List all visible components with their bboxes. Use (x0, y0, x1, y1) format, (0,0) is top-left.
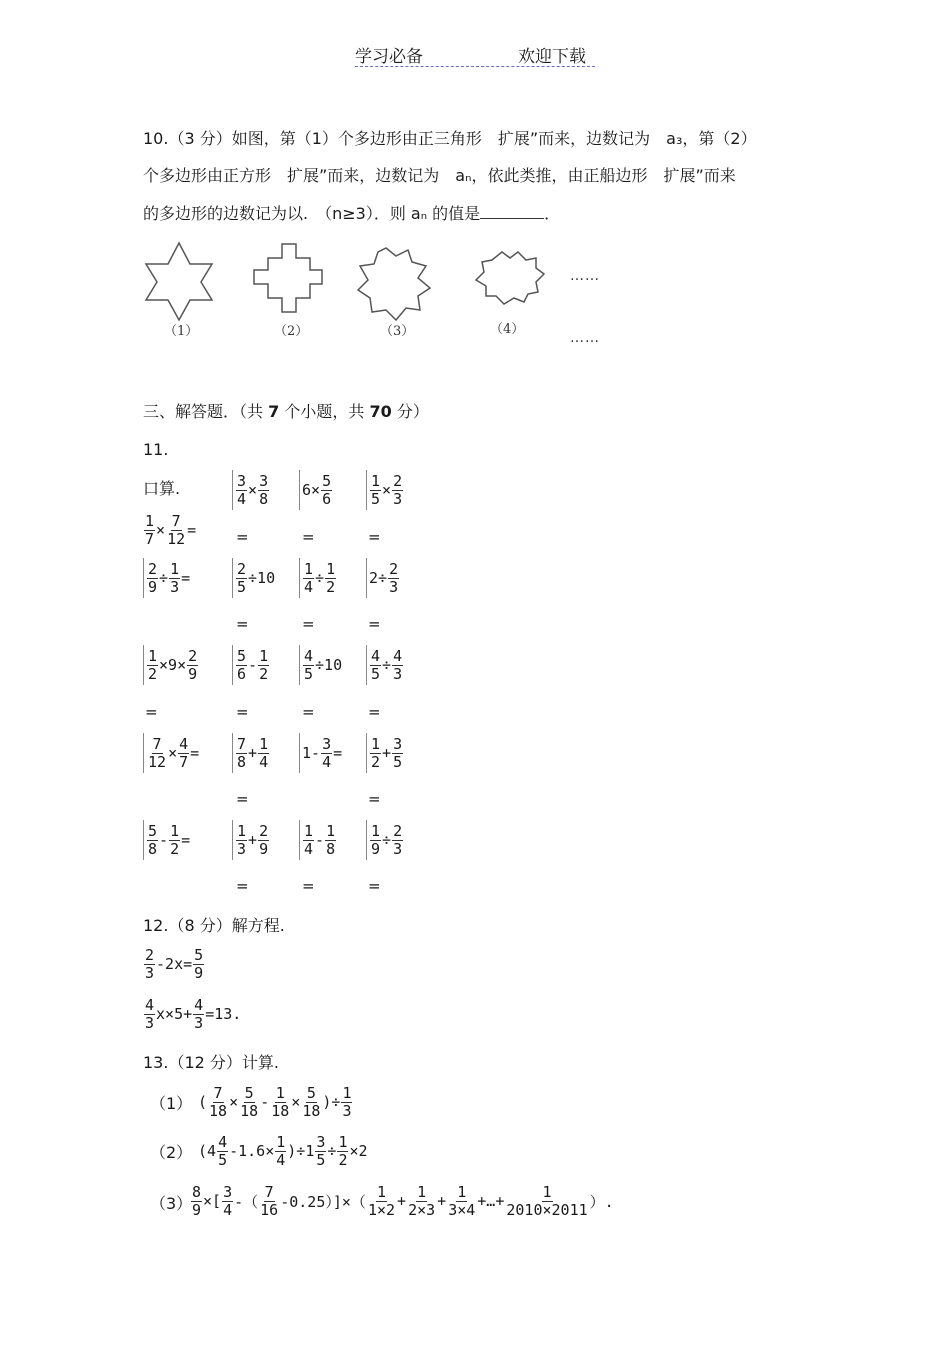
figure-caption-4: （4） (490, 322, 525, 337)
q13-part1-expr: ( $\frac{7}{18}$ × $\frac{5}{18}$ - $\frac{1}{18}$ × $\frac{5}{18}$ )÷ $\frac{1}{3}$ (198, 1083, 352, 1120)
figure-caption-2: （2） (274, 324, 309, 339)
equals: = (236, 790, 249, 808)
expr-r4c4: $\frac{1}{2}$ + $\frac{3}{5}$ (366, 731, 404, 775)
equals: = (236, 877, 249, 895)
ellipsis-1: …… (570, 268, 600, 284)
pentagon-expansion-figure (358, 248, 430, 320)
equals: = (236, 615, 249, 633)
q10-line3 (143, 201, 560, 224)
page-header (355, 42, 595, 67)
q10-line3-end: ． (544, 204, 561, 223)
q13-part1-label: （1） (150, 1094, 193, 1113)
expr-r4c1: $\frac{7}{12}$ × $\frac{4}{7}$ = (143, 731, 199, 775)
expr-r1c3: 6× $\frac{5}{6}$ (299, 468, 333, 512)
expr-r5c3: $\frac{1}{4}$ - $\frac{1}{8}$ (299, 818, 337, 862)
equals: = (368, 703, 381, 721)
expr-r2c3: $\frac{1}{4}$ ÷ $\frac{1}{2}$ (299, 556, 337, 600)
expr-r2c2: $\frac{2}{5}$ ÷10 (232, 556, 275, 600)
expr-r2c4: 2÷ $\frac{2}{3}$ (366, 556, 400, 600)
expr-r3c4: $\frac{4}{5}$ ÷ $\frac{4}{3}$ (366, 643, 404, 687)
q13-part2-expr: (4 $\frac{4}{5}$ -1.6× $\frac{1}{4}$ )÷1 $\frac{3}{5}$ ÷ $\frac{1}{2}$ ×2 (198, 1132, 368, 1169)
cross-figure (254, 244, 322, 312)
q12-title: 12.（8 分）解方程. (143, 916, 285, 935)
q12-equation-1: $\frac{2}{3}$ -2x= $\frac{5}{9}$ (145, 945, 204, 982)
equals: = (302, 615, 315, 633)
equals: = (236, 528, 249, 546)
equals: = (368, 877, 381, 895)
q10-line1: 10.（3 分）如图，第（1）个多边形由正三角形 扩展”而来，边数记为 a₃，第（2） (143, 129, 757, 148)
expr-r2c1: $\frac{2}{9}$ ÷ $\frac{1}{3}$ = (143, 556, 190, 600)
expr-r4c2: $\frac{7}{8}$ + $\frac{1}{4}$ (232, 731, 270, 775)
expr-r3c2: $\frac{5}{6}$ - $\frac{1}{2}$ (232, 643, 270, 687)
expr-r1c4: $\frac{1}{5}$ × $\frac{2}{3}$ (366, 468, 404, 512)
q12-equation-2: $\frac{4}{3}$ x×5+ $\frac{4}{3}$ =13. (145, 995, 242, 1032)
expr-r3c1: $\frac{1}{2}$ ×9× $\frac{2}{9}$ (143, 643, 199, 687)
hexagram-figure (146, 243, 212, 320)
q13-part3-label: （3） (150, 1194, 193, 1213)
expr-r5c4: $\frac{1}{9}$ ÷ $\frac{2}{3}$ (366, 818, 404, 862)
hexagon-expansion-figure (476, 252, 544, 304)
figure-caption-3: （3） (380, 324, 415, 339)
equals: = (145, 703, 158, 721)
q11-number: 11. (143, 440, 169, 459)
section-three-heading: 三、解答题．（共 7 个小题，共 70 分） (143, 402, 429, 421)
answer-blank (480, 204, 544, 219)
equals: = (302, 703, 315, 721)
q13-part3-expr: $\frac{8}{9}$ ×[ $\frac{3}{4}$ -（ $\frac{7}{16}$ -0.25）]×（ $\frac{1}{1\times 2}$ + $\frac{1}{2\times 3}$ + $\frac{1}{3\times 4}$ +…+ $\frac{1}{2010\times 2011}$ ）. (192, 1182, 614, 1219)
equals: = (302, 877, 315, 895)
q11-intro: 口算. (143, 479, 181, 498)
expr-r4c3: 1- $\frac{3}{4}$ = (299, 731, 342, 775)
q10-line3-text: 的多边形的边数记为以. （n≥3）．则 aₙ 的值是 (143, 204, 481, 223)
expr-r1c1: $\frac{1}{7}$ × $\frac{7}{12}$ = (145, 511, 197, 548)
expr-r1c2: $\frac{3}{4}$ × $\frac{3}{8}$ (232, 468, 270, 512)
figure-caption-1: （1） (164, 324, 199, 339)
expr-r5c2: $\frac{1}{3}$ + $\frac{2}{9}$ (232, 818, 270, 862)
equals: = (368, 790, 381, 808)
q13-part2-label: （2） (150, 1143, 193, 1162)
expr-r5c1: $\frac{5}{8}$ - $\frac{1}{2}$ = (143, 818, 190, 862)
equals: = (302, 528, 315, 546)
equals: = (368, 615, 381, 633)
equals: = (368, 528, 381, 546)
q10-line2: 个多边形由正方形 扩展”而来，边数记为 aₙ，依此类推，由正船边形 扩展”而来 (143, 166, 736, 185)
header-right: 欢迎下载 (518, 47, 586, 67)
header-left: 学习必备 (355, 47, 423, 67)
q13-title: 13.（12 分）计算. (143, 1053, 279, 1072)
equals: = (236, 703, 249, 721)
ellipsis-2: …… (570, 330, 600, 346)
polygon-figures (140, 238, 580, 328)
expr-r3c3: $\frac{4}{5}$ ÷10 (299, 643, 342, 687)
